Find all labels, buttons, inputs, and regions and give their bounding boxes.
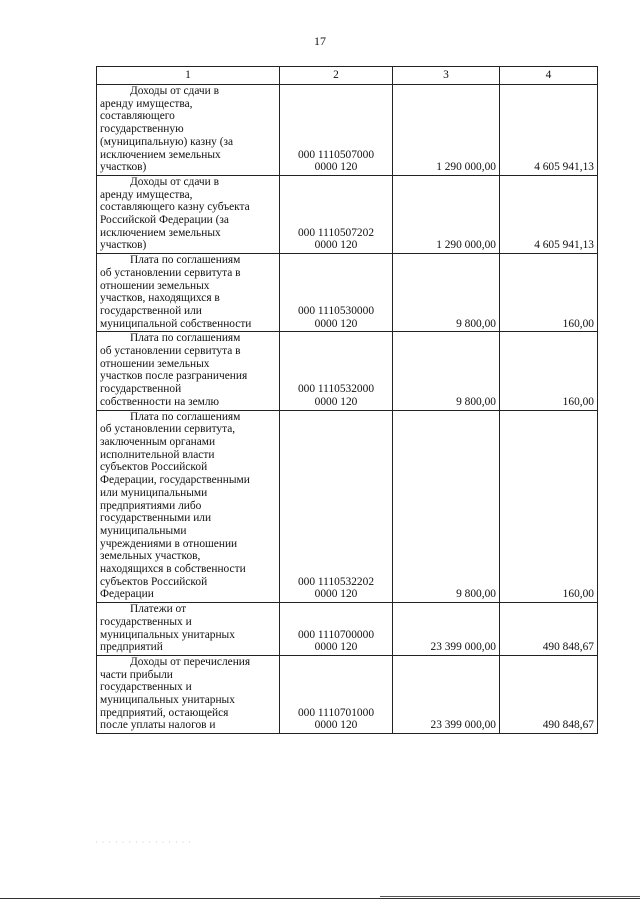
- revenue-name-line: государственной или: [100, 304, 202, 317]
- actual-amount-cell: 4 605 941,13: [500, 175, 598, 253]
- revenue-name-line: Плата по соглашениям: [130, 410, 241, 423]
- planned-amount-cell: 1 290 000,00: [393, 175, 500, 253]
- table-row: [97, 410, 598, 603]
- actual-amount-cell: 490 848,67: [500, 603, 598, 656]
- revenue-name-line: находящихся в собственности: [100, 563, 246, 576]
- budget-code-line: 0000 120: [314, 719, 358, 732]
- revenue-name-line: муниципальной собственности: [100, 317, 252, 330]
- revenue-name-line: исключением земельных: [100, 226, 221, 239]
- revenue-name-line: участков, находящихся в: [100, 292, 220, 305]
- planned-amount-cell: 9 800,00: [393, 254, 500, 332]
- budget-code-cell: [280, 175, 393, 253]
- revenue-name-line: отношении земельных: [100, 357, 210, 370]
- revenue-name-line: (муниципальную) казну (за: [100, 135, 234, 148]
- revenue-name-cell: [97, 85, 280, 176]
- budget-code-line: 000 1110532202: [297, 575, 375, 588]
- budget-code-cell: [280, 410, 393, 603]
- revenue-name-line: субъектов Российской: [100, 461, 208, 474]
- revenue-name-line: предприятий, остающейся: [100, 706, 229, 719]
- revenue-name-line: участков после разграничения: [100, 370, 248, 383]
- budget-code-line: 0000 120: [314, 239, 358, 252]
- budget-code-line: 000 1110530000: [297, 304, 375, 317]
- revenue-name-line: учреждениями в отношении: [100, 537, 238, 550]
- planned-amount-cell: 23 399 000,00: [393, 603, 500, 656]
- revenue-name-line: заключенным органами: [100, 435, 216, 448]
- planned-amount-cell: 23 399 000,00: [393, 655, 500, 733]
- budget-code-cell: [280, 254, 393, 332]
- revenue-name-line: собственности на землю: [100, 395, 220, 408]
- table-body: [97, 85, 598, 734]
- budget-code-line: 000 1110507000: [297, 148, 375, 161]
- actual-amount-cell: 490 848,67: [500, 655, 598, 733]
- revenue-name-line: предприятиями либо: [100, 499, 202, 512]
- actual-amount-cell: 160,00: [500, 410, 598, 603]
- revenue-name-line: муниципальных унитарных: [100, 628, 235, 641]
- revenue-name-line: после уплаты налогов и: [100, 719, 216, 732]
- revenue-name-line: государственными или: [100, 512, 212, 525]
- revenue-name-line: об установлении сервитута в: [100, 266, 241, 279]
- revenue-name-line: аренду имущества,: [100, 188, 193, 201]
- revenue-name-line: муниципальных унитарных: [100, 694, 235, 707]
- table-row: [97, 85, 598, 176]
- revenue-name-line: Федерации: [100, 588, 154, 601]
- revenue-name-cell: [97, 655, 280, 733]
- budget-code-line: 0000 120: [314, 588, 358, 601]
- revenue-name-line: аренду имущества,: [100, 97, 193, 110]
- table-row: [97, 254, 598, 332]
- revenue-name-line: субъектов Российской: [100, 575, 208, 588]
- revenue-name-line: государственных и: [100, 615, 192, 628]
- revenue-name-line: государственной: [100, 383, 182, 396]
- revenue-name-line: Федерации, государственными: [100, 474, 250, 487]
- revenue-name-line: Российской Федерации (за: [100, 214, 229, 227]
- budget-code-line: 000 1110701000: [297, 706, 375, 719]
- planned-amount-cell: 9 800,00: [393, 332, 500, 410]
- budget-code-cell: [280, 603, 393, 656]
- budget-code-line: 0000 120: [314, 395, 358, 408]
- scan-artifact: · · · · · · · · · · · · · · ·: [95, 838, 192, 847]
- budget-code-line: 000 1110507202: [297, 226, 375, 239]
- revenue-name-line: части прибыли: [100, 668, 173, 681]
- revenue-name-cell: [97, 175, 280, 253]
- budget-code-cell: [280, 85, 393, 176]
- actual-amount-cell: 4 605 941,13: [500, 85, 598, 176]
- page-number: 17: [314, 34, 326, 48]
- revenue-name-line: составляющего: [100, 110, 175, 123]
- revenue-name-line: Плата по соглашениям: [130, 332, 241, 345]
- revenue-name-line: участков): [100, 239, 147, 252]
- revenue-name-line: или муниципальными: [100, 486, 208, 499]
- revenue-name-line: участков): [100, 161, 147, 174]
- column-header-1: 1: [97, 67, 280, 85]
- revenue-name-line: Доходы от сдачи в: [130, 85, 219, 97]
- revenue-name-line: отношении земельных: [100, 279, 210, 292]
- table-row: [97, 603, 598, 656]
- revenue-name-line: Платежи от: [130, 603, 187, 616]
- column-header-4: 4: [500, 67, 598, 85]
- actual-amount-cell: 160,00: [500, 254, 598, 332]
- actual-amount-cell: 160,00: [500, 332, 598, 410]
- budget-code-cell: [280, 332, 393, 410]
- table-header-row: [97, 67, 598, 85]
- table-row: [97, 655, 598, 733]
- revenue-name-cell: [97, 410, 280, 603]
- revenue-name-line: об установлении сервитута,: [100, 423, 236, 436]
- page-bottom-line: [0, 898, 640, 899]
- revenue-name-line: Плата по соглашениям: [130, 254, 241, 267]
- revenue-name-line: Доходы от сдачи в: [130, 175, 219, 188]
- planned-amount-cell: 9 800,00: [393, 410, 500, 603]
- revenue-table: [96, 66, 598, 734]
- revenue-name-cell: [97, 603, 280, 656]
- revenue-name-line: муниципальными: [100, 524, 187, 537]
- budget-code-cell: [280, 655, 393, 733]
- budget-code-line: 000 1110532000: [297, 383, 375, 396]
- table-row: [97, 332, 598, 410]
- revenue-name-line: исключением земельных: [100, 148, 221, 161]
- planned-amount-cell: 1 290 000,00: [393, 85, 500, 176]
- revenue-name-cell: [97, 254, 280, 332]
- revenue-name-line: земельных участков,: [100, 550, 201, 563]
- budget-code-line: 000 1110700000: [297, 628, 375, 641]
- revenue-name-cell: [97, 332, 280, 410]
- budget-code-line: 0000 120: [314, 641, 358, 654]
- revenue-name-line: государственную: [100, 123, 184, 136]
- table-row: [97, 175, 598, 253]
- budget-code-line: 0000 120: [314, 161, 358, 174]
- column-header-2: 2: [280, 67, 393, 85]
- revenue-name-line: об установлении сервитута в: [100, 345, 241, 358]
- page-edge-line: [380, 896, 640, 897]
- revenue-name-line: составляющего казну субъекта: [100, 201, 250, 214]
- revenue-name-line: предприятий: [100, 641, 163, 654]
- revenue-name-line: государственных и: [100, 681, 192, 694]
- column-header-3: 3: [393, 67, 500, 85]
- revenue-name-line: Доходы от перечисления: [130, 655, 251, 668]
- budget-code-line: 0000 120: [314, 317, 358, 330]
- revenue-name-line: исполнительной власти: [100, 448, 215, 461]
